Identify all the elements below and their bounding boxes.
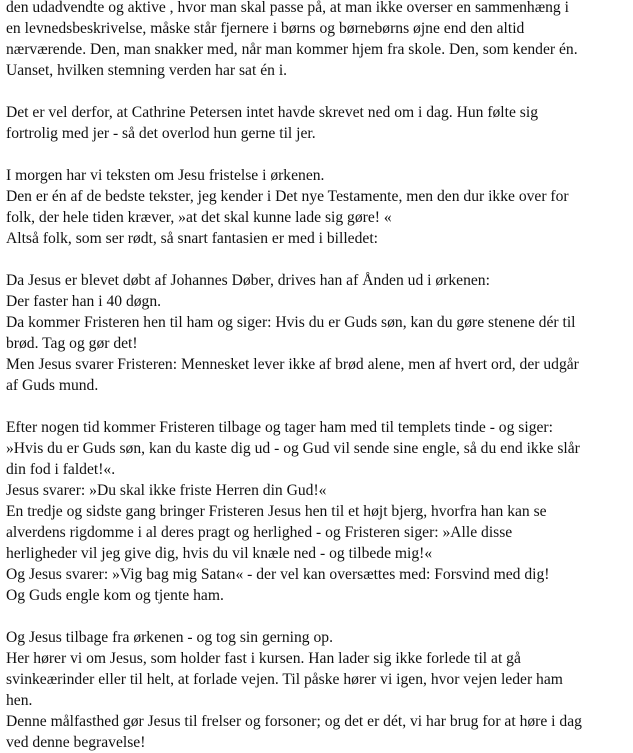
text-line: fortrolig med jer - så det overlod hun gerne til jer. xyxy=(6,125,316,142)
paragraph-6 xyxy=(6,627,630,753)
text-line: Den er én af de bedste tekster, jeg kender i Det nye Testamente, men den dur ikke over for xyxy=(6,188,569,205)
text-line: brød. Tag og gør det! xyxy=(6,335,138,352)
paragraph-gap xyxy=(6,606,630,627)
text-line: folk, der hele tiden kræver, »at det skal kunne lade sig gøre! « xyxy=(6,209,392,226)
text-line: Denne målfasthed gør Jesus til frelser og forsoner; og det er dét, vi har brug for at høre i dag xyxy=(6,713,582,730)
text-line: Da kommer Fristeren hen til ham og siger: Hvis du er Guds søn, kan du gøre stenene dér til xyxy=(6,314,576,331)
text-line: Og Guds engle kom og tjente ham. xyxy=(6,587,224,604)
text-line: en levnedsbeskrivelse, måske står fjernere i børns og børnebørns øjne end den altid xyxy=(6,20,525,37)
text-line: den udadvendte og aktive , hvor man skal passe på, at man ikke overser en sammenhæng i xyxy=(6,0,569,16)
text-line: Men Jesus svarer Fristeren: Mennesket lever ikke af brød alene, men af hvert ord, der udgår xyxy=(6,356,579,373)
paragraph-gap xyxy=(6,396,630,417)
paragraph-1 xyxy=(6,0,630,81)
text-line: din fod i faldet!«. xyxy=(6,461,116,478)
text-line: Da Jesus er blevet døbt af Johannes Døber, drives han af Ånden ud i ørkenen: xyxy=(6,272,490,289)
text-line: »Hvis du er Guds søn, kan du kaste dig ud - og Gud vil sende sine engle, så du end ikke slår xyxy=(6,440,580,457)
text-line: Det er vel derfor, at Cathrine Petersen intet havde skrevet ned om i dag. Hun følte sig xyxy=(6,104,538,121)
text-line: af Guds mund. xyxy=(6,377,99,394)
text-line: Der faster han i 40 døgn. xyxy=(6,293,162,310)
text-line: En tredje og sidste gang bringer Fristeren Jesus hen til et højt bjerg, hvorfra han kan se xyxy=(6,503,547,520)
text-line: I morgen har vi teksten om Jesu fristelse i ørkenen. xyxy=(6,167,325,184)
paragraph-gap xyxy=(6,249,630,270)
text-line: Her hører vi om Jesus, som holder fast i kursen. Han lader sig ikke forlede til at gå xyxy=(6,650,521,667)
text-line: Altså folk, som ser rødt, så snart fantasien er med i billedet: xyxy=(6,230,378,247)
text-line: alverdens rigdomme i al deres pragt og herlighed - og Fristeren siger: »Alle disse xyxy=(6,524,513,541)
document-page xyxy=(6,0,630,753)
text-line: Uanset, hvilken stemning verden har sat én i. xyxy=(6,62,288,79)
paragraph-5 xyxy=(6,417,630,606)
text-line: Jesus svarer: »Du skal ikke friste Herren din Gud!« xyxy=(6,482,327,499)
text-line: Efter nogen tid kommer Fristeren tilbage og tager ham med til templets tinde - og siger: xyxy=(6,419,553,436)
paragraph-4 xyxy=(6,270,630,396)
paragraph-gap xyxy=(6,144,630,165)
text-line: hen. xyxy=(6,692,33,709)
text-line: herligheder vil jeg give dig, hvis du vil knæle ned - og tilbede mig!« xyxy=(6,545,433,562)
text-line: ved denne begravelse! xyxy=(6,734,146,751)
paragraph-3 xyxy=(6,165,630,249)
text-line: svinkeærinder eller til helt, at forlade vejen. Til påske hører vi igen, hvor vejen leder ham xyxy=(6,671,563,688)
text-line: Og Jesus tilbage fra ørkenen - og tog sin gerning op. xyxy=(6,629,333,646)
text-line: nærværende. Den, man snakker med, når man kommer hjem fra skole. Den, som kender én. xyxy=(6,41,578,58)
text-line: Og Jesus svarer: »Vig bag mig Satan« - der vel kan oversættes med: Forsvind med dig! xyxy=(6,566,550,583)
paragraph-2 xyxy=(6,102,630,144)
paragraph-gap xyxy=(6,81,630,102)
